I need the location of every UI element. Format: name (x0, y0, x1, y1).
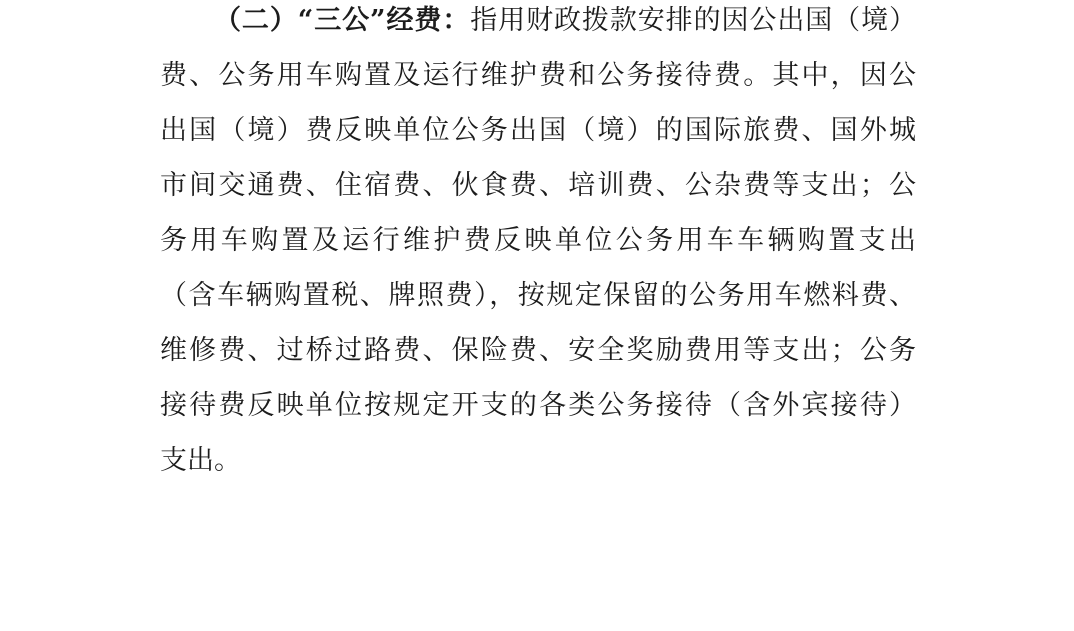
paragraph-line-7: 维修费、过桥过路费、保险费、安全奖励费用等支出；公务 (160, 335, 916, 366)
paragraph-heading: （二）“三公”经费： (214, 5, 471, 36)
paragraph-line-5: 务用车购置及运行维护费反映单位公务用车车辆购置支出 (160, 225, 916, 256)
paragraph-line-1 (160, 0, 916, 48)
paragraph-line-4: 市间交通费、住宿费、伙食费、培训费、公杂费等支出；公 (160, 170, 916, 201)
paragraph-line-3: 出国（境）费反映单位公务出国（境）的国际旅费、国外城 (160, 115, 916, 146)
paragraph-line-9: 支出。 (160, 445, 241, 476)
paragraph-line-8: 接待费反映单位按规定开支的各类公务接待（含外宾接待） (160, 390, 916, 421)
paragraph-three-public-funds (160, 0, 916, 488)
paragraph-line-1-text: 指用财政拨款安排的因公出国（境） (470, 5, 917, 36)
paragraph-line-2: 费、公务用车购置及运行维护费和公务接待费。其中，因公 (160, 60, 916, 91)
paragraph-line-6: （含车辆购置税、牌照费），按规定保留的公务用车燃料费、 (160, 280, 916, 311)
